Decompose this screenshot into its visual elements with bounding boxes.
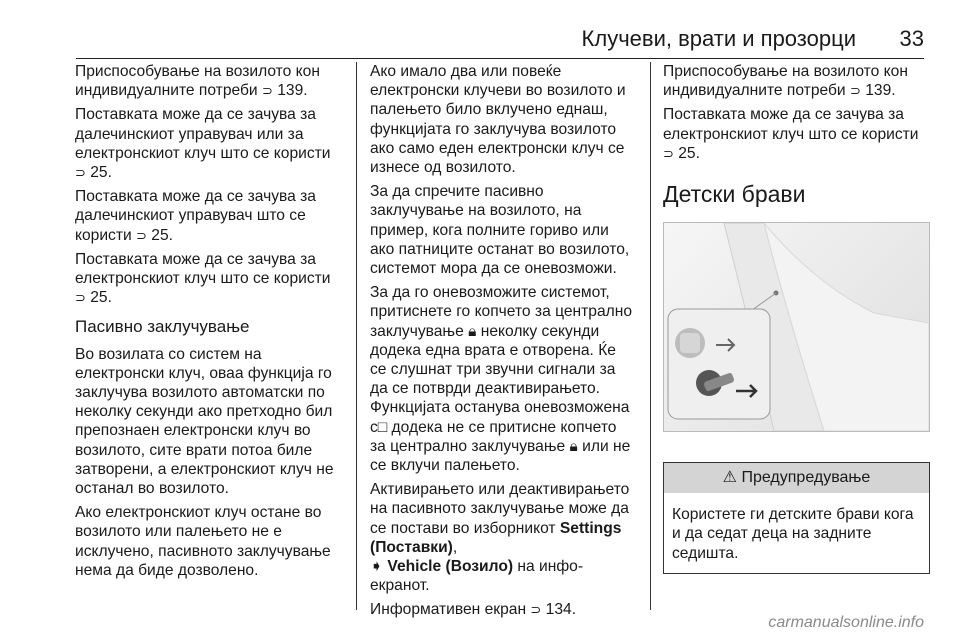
header-title: Клучеви, врати и прозорци [581, 26, 856, 51]
door-edge-graphic [664, 223, 929, 431]
paragraph: Поставката може да се зачува за електронскиот клуч што се користи ⊃ 25. [663, 106, 919, 162]
page-ref-link[interactable]: 25. [151, 226, 173, 244]
paragraph: Поставката може да се зачува за далечинскиот управувач што се користи ⊃ 25. [75, 188, 316, 244]
paragraph: За да спречите пасивно заклучување на возилото, на пример, кога полните гориво или ако патниците останат во возилото, системот мора да се оневозможи. [370, 183, 630, 278]
header-rule [76, 58, 924, 59]
paragraph: Приспособување на возилото кон индивидуалните потреби ⊃ 139. [663, 63, 908, 100]
paragraph: Ако имало два или повеќе електронски клучеви во возилото и палењето било вклучено еднаш, функцијата го заклучува возилото ако само еден електронски клуч се изнесе од возилото. [370, 63, 626, 177]
central-lock-icon: 🔒︎ [468, 322, 477, 340]
warning-text: Користете ги детските брави кога и да седат деца на задните седишта. [672, 506, 914, 562]
column-divider [650, 62, 651, 610]
lock-inset-panel [668, 309, 770, 419]
ref-arrow-icon: ⊃ [663, 145, 674, 161]
watermark: carmanualsonline.info [768, 614, 924, 631]
section-heading: Детски брави [663, 181, 806, 208]
warning-icon: ⚠ [722, 469, 738, 487]
page-ref-link[interactable]: 25. [90, 289, 112, 307]
child-lock-illustration [663, 222, 930, 432]
column-divider [356, 62, 357, 610]
menu-vehicle: Vehicle (Возило) [387, 558, 514, 576]
column-2 [370, 62, 636, 625]
page-header [0, 0, 960, 56]
page-ref-link[interactable]: 25. [90, 164, 112, 182]
paragraph: Информативен екран ⊃ 134. [370, 601, 577, 619]
section-subheading: Пасивно заклучување [75, 317, 250, 337]
ref-arrow-icon: ⊃ [136, 227, 147, 243]
column-1 [75, 62, 345, 585]
ref-arrow-icon: ⊃ [261, 83, 273, 99]
paragraph: Активирањето или деактивирањето на пасивното заклучување може да се постави во изборникот Settings (Поставки), ➧ Vehicle (Возило) на инфо-екранот. [370, 481, 630, 595]
paragraph: Во возилата со систем на електронски клуч, оваа функција го заклучува возилото автоматски по неколку секунди ако претходно бил препознаен електронски клуч во возилото, сите врати потоа биле затворени, а електронскиот клуч не останал во возилото. [75, 345, 334, 498]
indicator-square-icon: □ [377, 418, 388, 436]
paragraph: За да го оневозможите системот, притиснете го копчето за централно заклучување 🔒︎ неколку секунди додека една врата е отворена. Ќе се слушнат три звучни сигнали за да се потврди деактивирањето. Функцијата останува оневозможена с□ додека не се притисне копчето за централно заклучување 🔒︎ или не се вклучи палењето. [370, 284, 632, 475]
ref-arrow-icon: ⊃ [849, 83, 861, 99]
ref-arrow-icon: ⊃ [75, 290, 86, 306]
paragraph: Приспособување на возилото кон индивидуалните потреби ⊃ 139. [75, 63, 320, 100]
ref-arrow-icon: ⊃ [530, 602, 542, 618]
paragraph: Поставката може да се зачува за електронскиот клуч што се користи ⊃ 25. [75, 250, 331, 307]
menu-arrow-icon: ➧ [370, 558, 384, 576]
page-number: 33 [899, 26, 924, 51]
paragraph: Поставката може да се зачува за далечинскиот управувач или за електронскиот клуч што се користи ⊃ 25. [75, 106, 331, 182]
page-ref-link[interactable]: 25. [678, 144, 700, 162]
ref-arrow-icon: ⊃ [75, 165, 86, 181]
page-ref-link[interactable]: 134. [545, 601, 577, 619]
central-lock-icon: 🔒︎ [569, 437, 578, 455]
menu-settings: Settings (Поставки) [370, 519, 622, 556]
warning-header: ⚠ Предупредување [664, 463, 929, 493]
column-3 [663, 62, 928, 574]
page-ref-link[interactable]: 139. [865, 82, 896, 100]
page-ref-link[interactable]: 139. [277, 82, 308, 100]
paragraph: Ако електронскиот клуч остане во возилото или палењето не е исклучено, пасивното заклучување нема да биде дозволено. [75, 504, 331, 579]
warning-box [663, 462, 930, 574]
